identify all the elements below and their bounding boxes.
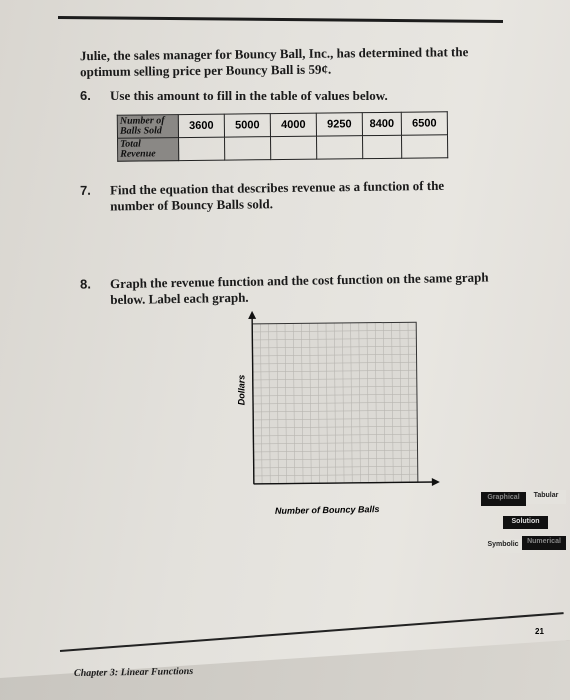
question-8-number: 8. [79,276,91,292]
question-6 [80,88,388,104]
badge-numerical: Numerical [522,536,566,550]
y-axis-label: Dollars [236,374,247,406]
row-label-total-revenue: Total Revenue [118,138,179,162]
blank-graph-grid[interactable] [240,310,440,490]
intro-text: Julie, the sales manager for Bouncy Ball, Inc., has determined that the optimum selling price per Bouncy Ball is 59¢. [79,44,469,80]
table-cell: 5000 [224,114,270,137]
chapter-footer: Chapter 3: Linear Functions [73,665,194,680]
table-cell-empty[interactable] [316,136,362,159]
question-8-text: Graph the revenue function and the cost function on the same graph below. Label each graph. [109,269,489,308]
badge-solution: Solution [503,516,548,529]
question-7-text: Find the equation that describes revenue as a function of the number of Bouncy Balls sold. [109,177,445,214]
table-cell: 4000 [270,113,316,136]
table-cell-empty[interactable] [179,137,225,160]
table-cell-empty[interactable] [271,136,317,159]
table-cell-empty[interactable] [401,135,447,158]
table-cell-empty[interactable] [362,135,401,158]
table-cell-empty[interactable] [225,137,271,160]
page-number: 21 [535,627,544,636]
table-cell: 6500 [401,112,447,135]
values-table [117,111,448,161]
table-cell: 9250 [316,113,362,136]
badge-graphical: Graphical [481,492,526,506]
table-cell: 8400 [362,112,401,135]
table-cell: 3600 [178,114,224,137]
question-6-text: Use this amount to fill in the table of values below. [110,88,388,103]
question-6-number: 6. [80,88,91,103]
table-row [118,135,448,161]
row-label-balls-sold: Number of Balls Sold [117,115,178,139]
badge-tabular: Tabular [526,490,566,504]
badge-symbolic: Symbolic [484,539,522,553]
question-7-number: 7. [79,182,91,198]
table-row [117,112,447,138]
x-axis-label: Number of Bouncy Balls [274,504,380,516]
